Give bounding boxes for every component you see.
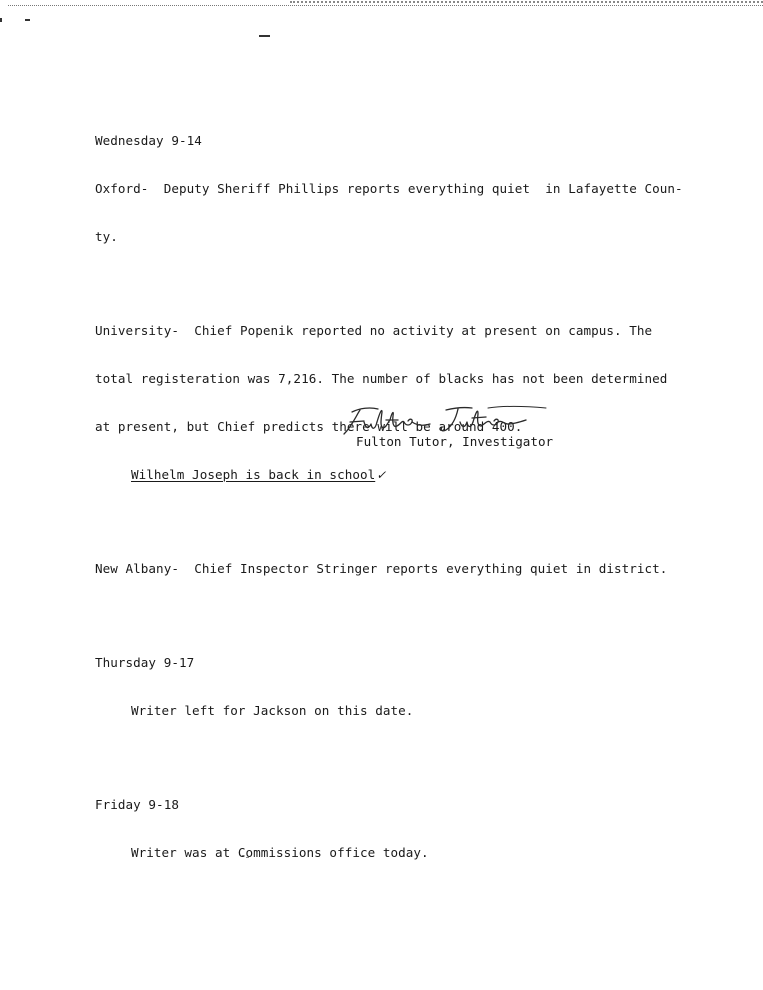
thursday-report: Writer left for Jackson on this date. bbox=[131, 703, 414, 718]
university-report-line-3: at present, but Chief predicts there will be around 400. bbox=[95, 419, 523, 434]
check-mark-icon: ✓ bbox=[376, 468, 387, 482]
underlined-note: Wilhelm Joseph is back in school bbox=[131, 467, 376, 482]
scan-edge-line bbox=[290, 1, 763, 3]
handwritten-signature bbox=[338, 402, 548, 438]
report-body bbox=[95, 101, 695, 893]
scan-speck bbox=[25, 19, 30, 21]
new-albany-report: New Albany- Chief Inspector Stringer reports everything quiet in district. bbox=[95, 561, 668, 576]
oxford-report-continued: ty. bbox=[95, 229, 118, 244]
university-report-line-2: total registeration was 7,216. The number of blacks has not been determined bbox=[95, 371, 668, 386]
typed-signature: Fulton Tutor, Investigator bbox=[356, 434, 554, 449]
scan-edge-line bbox=[8, 5, 763, 6]
entry-date: Wednesday 9-14 bbox=[95, 133, 202, 148]
oxford-report: Oxford- Deputy Sheriff Phillips reports everything quiet in Lafayette Coun- bbox=[95, 181, 683, 196]
scan-speck bbox=[259, 35, 270, 37]
entry-date: Thursday 9-17 bbox=[95, 655, 195, 670]
entry-date: Friday 9-18 bbox=[95, 797, 179, 812]
friday-report: Writer was at Commissions office today. bbox=[131, 845, 429, 860]
handwritten-note-line bbox=[95, 467, 695, 483]
university-report: University- Chief Popenik reported no activity at present on campus. The bbox=[95, 323, 653, 338]
scan-speck bbox=[0, 18, 2, 22]
